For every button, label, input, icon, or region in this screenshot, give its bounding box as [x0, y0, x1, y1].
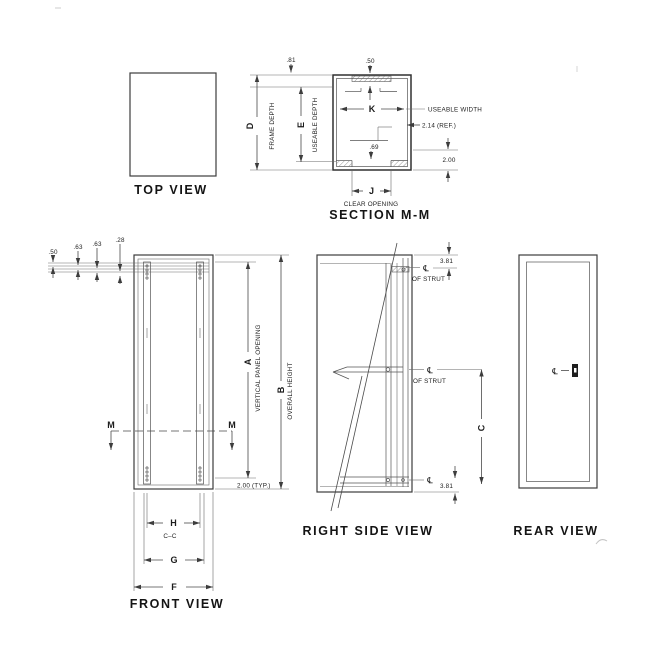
right-side-view-title: RIGHT SIDE VIEW: [302, 524, 434, 538]
useable-depth-label: USEABLE DEPTH: [312, 97, 319, 153]
overall-height-label: OVERALL HEIGHT: [287, 362, 294, 420]
dim-letter-e: E: [296, 121, 306, 129]
dim-letter-h: H: [170, 518, 177, 528]
knockout-hole: [574, 368, 577, 373]
rear-view-outline: [519, 255, 597, 488]
dim-28-front: .28: [115, 237, 125, 244]
useable-width-label: USEABLE WIDTH: [428, 106, 483, 114]
dim-letter-d: D: [245, 122, 255, 130]
c-to-c-label: C–C: [163, 533, 177, 540]
bottom-cut-hatch-left: [337, 161, 352, 167]
right-side-outline: [317, 255, 412, 492]
dim-letter-k: K: [368, 104, 376, 114]
dim-letter-g: G: [170, 555, 178, 565]
dim-63a-front: .63: [73, 244, 83, 251]
dim-381-bottom-label: 3.81: [440, 483, 454, 490]
diagonal-brace-1: [338, 243, 397, 508]
section-mm-title: SECTION M-M: [329, 208, 431, 222]
centerline-symbol-bottom: ℄: [427, 475, 433, 485]
top-cut-hatch: [352, 76, 391, 82]
rear-view: [513, 255, 598, 538]
of-strut-mid-label: OF STRUT: [413, 378, 447, 385]
centerline-symbol-mid: ℄: [427, 365, 433, 375]
mounting-rail-right: [197, 262, 204, 484]
dim-214-label: 2.14 (REF.): [422, 122, 457, 130]
diagonal-brace-2: [331, 376, 362, 511]
dim-letter-b: B: [276, 386, 286, 394]
dim-letter-j: J: [368, 186, 375, 196]
dim-50-front: .50: [48, 249, 58, 256]
front-view: [48, 237, 294, 611]
dim-50-label: .50: [365, 58, 375, 65]
centerline-symbol-top: ℄: [423, 263, 429, 273]
dim-letter-c: C: [476, 424, 487, 432]
vertical-panel-opening-label: VERTICAL PANEL OPENING: [255, 324, 262, 412]
dim-63b-front: .63: [92, 241, 102, 248]
dim-200-typ-label: 2.00 (TYP.): [237, 482, 271, 490]
section-marker-m-right: M: [228, 420, 236, 430]
section-mm-view: [245, 57, 482, 222]
right-side-view: [303, 242, 487, 538]
centerline-symbol-rear: ℄: [552, 366, 558, 376]
dim-letter-a: A: [243, 358, 253, 366]
front-view-title: FRONT VIEW: [129, 597, 225, 611]
dim-381-top-label: 3.81: [440, 258, 454, 265]
clear-opening-label: CLEAR OPENING: [343, 201, 399, 208]
dim-200-label: 2.00: [442, 157, 456, 164]
dim-letter-f: F: [171, 582, 177, 592]
top-view: [130, 73, 216, 197]
frame-depth-label: FRAME DEPTH: [269, 102, 276, 150]
section-cut-line-mm: [107, 420, 236, 450]
of-strut-top-label: OF STRUT: [412, 276, 446, 283]
top-view-outline: [130, 73, 216, 176]
section-marker-m-left: M: [107, 420, 115, 430]
mounting-rail-left: [144, 262, 151, 484]
rear-view-title: REAR VIEW: [513, 524, 599, 538]
dim-81-label: .81: [286, 57, 296, 64]
front-view-outline: [134, 255, 213, 489]
top-view-title: TOP VIEW: [134, 183, 208, 197]
strut-bottom: [320, 477, 409, 487]
bottom-cut-hatch-right: [392, 161, 408, 167]
dim-69-label: .69: [369, 144, 379, 151]
section-profile: [333, 75, 411, 170]
